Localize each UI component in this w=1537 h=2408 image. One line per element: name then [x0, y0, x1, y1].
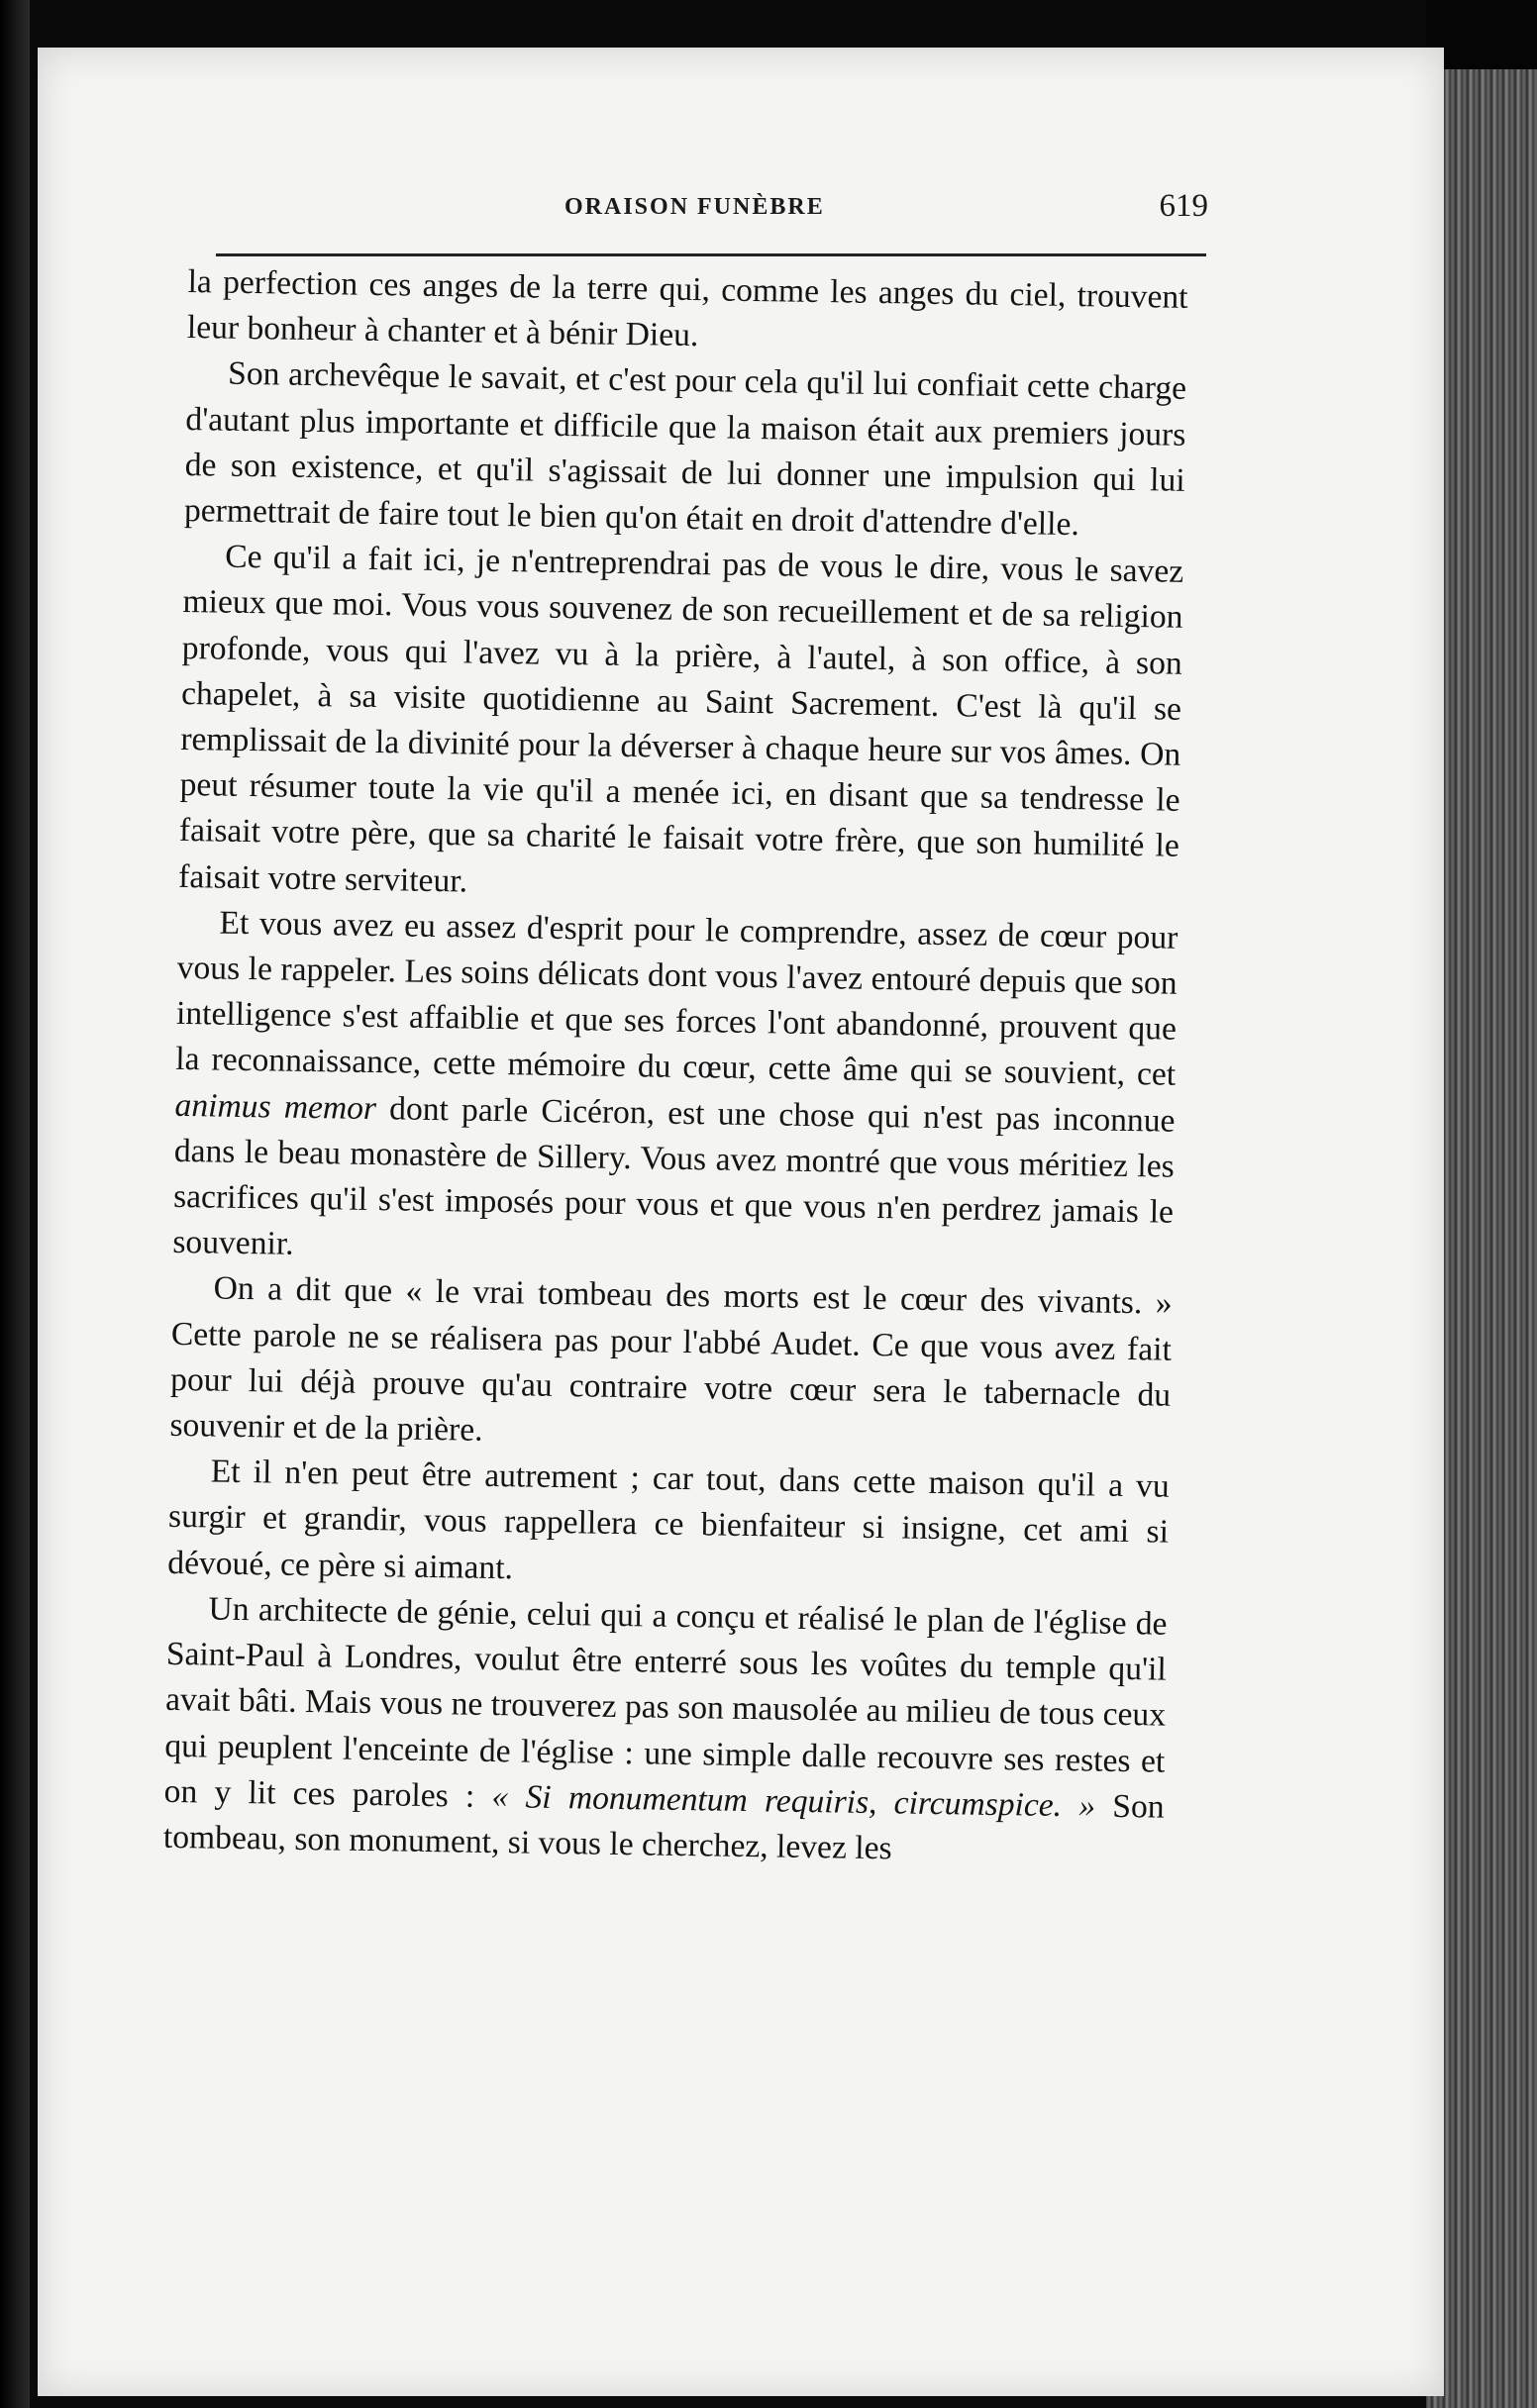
paragraph-4-part-b: dont parle Cicéron, est une chose qui n'est pas inconnue dans le beau monastère de Sillery. Vous avez montré que vous méritiez les sacrifices qu'il s'est imposés pour vous et que vous n'en perdrez jamais le souvenir. — [172, 1089, 1176, 1263]
paragraph-4-part-a: Et vous avez eu assez d'esprit pour le comprendre, assez de cœur pour vous le rappeler. Les soins délicats dont vous l'avez entouré depuis que son intelligence s'est affaiblie et que ses forces l'ont abandonné, prouvent que la reconnaissance, cette mémoire du cœur, cette âme qui se souvient, cet — [175, 904, 1178, 1094]
book-gutter-shadow — [0, 0, 30, 2408]
paragraph-7-part-a: Un architecte de génie, celui qui a conçu et réalisé le plan de l'église de Saint-Paul à Londres, voulut être enterré sous les voûtes du temple qu'il avait bâti. Mais vous ne trouverez pas son mausolée au milieu de tous ceux qui peuplent l'enceinte de l'église : une simple dalle recouvre ses restes et on y lit ces paroles : — [163, 1590, 1168, 1815]
paragraph-5: On a dit que « le vrai tombeau des morts est le cœur des vivants. » Cette parole ne se réalisera pas pour l'abbé Audet. Ce que vous avez fait pour lui déjà prouve qu'au contraire votre cœur sera le tabernacle du souvenir et de la prière. — [169, 1270, 1173, 1449]
paragraph-6: Et il n'en peut être autrement ; car tout, dans cette maison qu'il a vu surgir et grandir, vous rappellera ce bienfaiteur si insigne, cet ami si dévoué, ce père si aimant. — [167, 1453, 1170, 1586]
paragraph-4 — [172, 900, 1178, 1281]
body-text — [163, 259, 1188, 1876]
paragraph-3: Ce qu'il a fait ici, je n'entreprendrai pas de vous le dire, vous le savez mieux que moi. Vous vous souvenez de son recueillement et de sa religion profonde, vous qui l'avez vu à la prière, à l'autel, à son office, à son chapelet, à sa visite quotidienne au Saint Sacrement. C'est là qu'il se remplissait de la divinité pour la déverser à chaque heure sur vos âmes. On peut résumer toute la vie qu'il a menée ici, en disant que sa tendresse le faisait votre père, que sa charité le faisait votre frère, que son humilité le faisait votre serviteur. — [177, 538, 1184, 900]
running-title: ORAISON FUNÈBRE — [564, 194, 825, 220]
running-head — [218, 188, 1208, 234]
latin-phrase-animus-memor: animus memor — [174, 1086, 377, 1127]
paragraph-7 — [163, 1586, 1168, 1876]
page-number: 619 — [1159, 188, 1208, 224]
header-rule — [216, 253, 1206, 256]
paragraph-7-part-b: Son tombeau, son monument, si vous le cherchez, levez les — [162, 1787, 1165, 1867]
paragraph-1: la perfection ces anges de la terre qui, comme les anges du ciel, trouvent leur bonheur à chanter et à bénir Dieu. — [186, 262, 1188, 354]
paragraph-2: Son archevêque le savait, et c'est pour cela qu'il lui confiait cette charge d'autant plus importante et difficile que la maison était aux premiers jours de son existence, et qu'il s'agissait de lui donner une impulsion qui lui permettrait de faire tout le bien qu'on était en droit d'attendre d'elle. — [183, 355, 1187, 544]
latin-epitaph: « Si monumentum requiris, circumspice. » — [491, 1777, 1096, 1825]
